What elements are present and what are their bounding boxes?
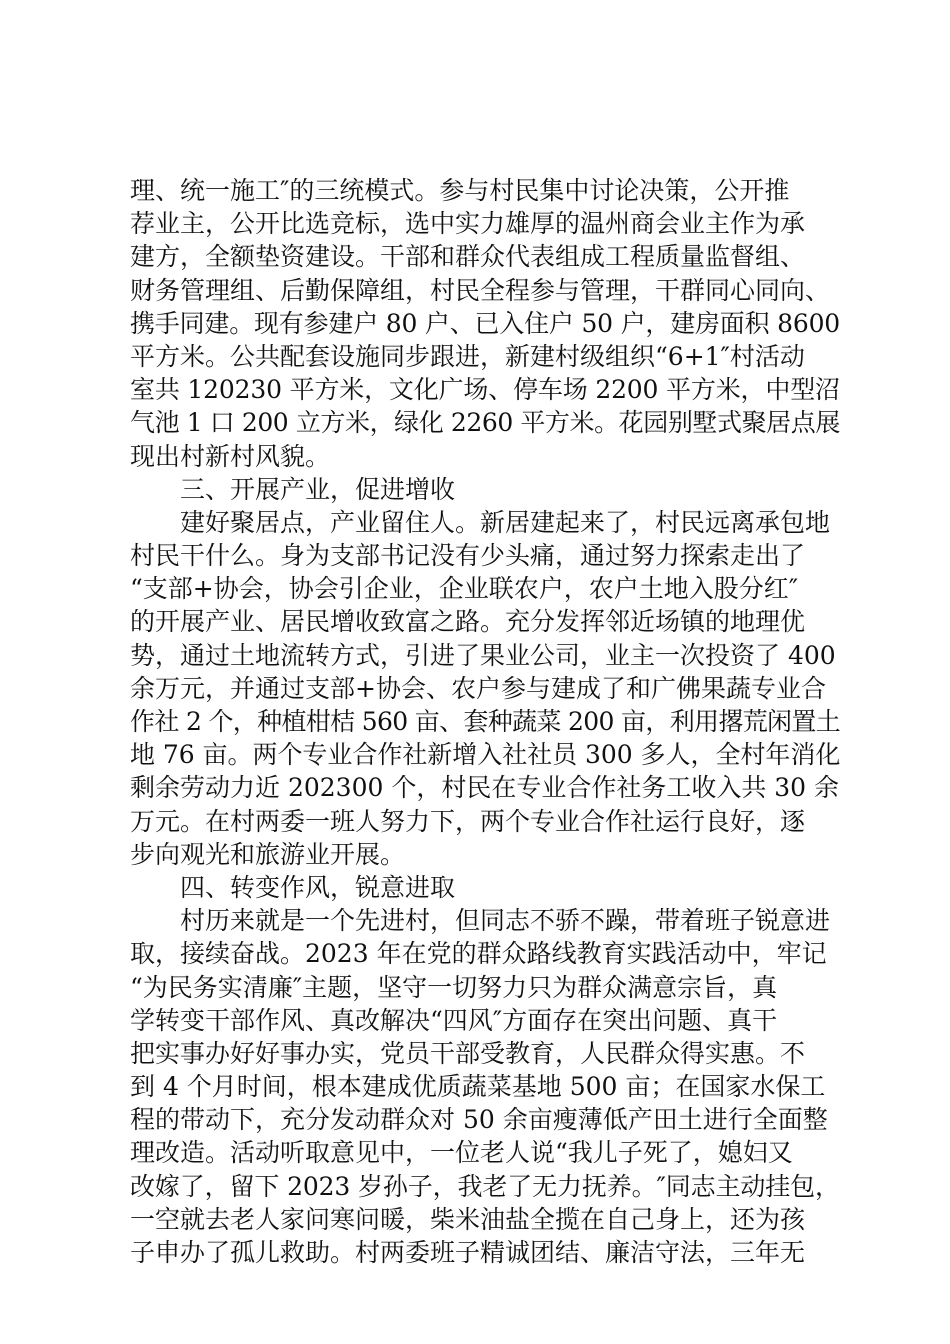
paragraph-line: 万元。在村两委一班人努力下，两个专业合作社运行良好，逐	[130, 806, 806, 836]
section-heading: 三、开展产业，促进增收	[180, 474, 456, 504]
paragraph-line: 作社 2 个，种植柑桔 560 亩、套种蔬菜 200 亩，利用撂荒闲置土	[130, 707, 841, 736]
paragraph-line: 理、统一施工″的三统模式。参与村民集中讨论决策，公开推	[130, 176, 790, 205]
paragraph-line: 子申办了孤儿救助。村两委班子精诚团结、廉洁守法，三年无	[130, 1238, 806, 1267]
paragraph-line: 余万元，并通过支部+协会、农户参与建成了和广佛果蔬专业合	[130, 673, 826, 703]
paragraph-line: 财务管理组、后勤保障组，村民全程参与管理，干群同心同向、	[130, 275, 831, 305]
paragraph-line: 室共 120230 平方米，文化广场、停车场 2200 平方米，中型沼	[130, 375, 840, 405]
paragraph-line: 气池 1 口 200 立方米，绿化 2260 平方米。花园别墅式聚居点展	[130, 408, 840, 438]
paragraph-line: 取，接续奋战。2023 年在党的群众路线教育实践活动中，牢记	[130, 939, 827, 969]
paragraph-line: 地 76 亩。两个专业合作社新增入社社员 300 多人，全村年消化	[130, 740, 841, 770]
paragraph-line: “支部+协会，协会引企业，企业联农户，农户土地入股分红″	[130, 574, 799, 604]
section-heading: 四、转变作风，锐意进取	[180, 872, 456, 902]
paragraph-line: 的开展产业、居民增收致富之路。充分发挥邻近场镇的地理优	[130, 607, 806, 637]
paragraph-line: “为民务实清廉″主题，坚守一切努力只为群众满意宗旨，真	[130, 972, 778, 1002]
paragraph-line: 携手同建。现有参建户 80 户、已入住户 50 户，建房面积 8600	[130, 308, 840, 338]
paragraph-line: 一空就去老人家问寒问暖，柴米油盐全揽在自己身上，还为孩	[130, 1204, 806, 1234]
paragraph-line: 程的带动下，充分发动群众对 50 余亩瘦薄低产田土进行全面整	[130, 1105, 828, 1135]
paragraph-line: 步向观光和旅游业开展。	[130, 839, 406, 869]
paragraph-line: 把实事办好好事办实，党员干部受教育，人民群众得实惠。不	[130, 1038, 806, 1068]
paragraph-line: 理改造。活动听取意见中，一位老人说“我儿子死了，媳妇又	[130, 1138, 793, 1168]
paragraph-line: 平方米。公共配套设施同步跟进，新建村级组织“6+1″村活动	[130, 341, 805, 371]
paragraph-line: 到 4 个月时间，根本建成优质蔬菜基地 500 亩；在国家水保工	[130, 1072, 826, 1102]
paragraph-line: 改嫁了，留下 2023 岁孙子，我老了无力抚养。″同志主动挂包，	[130, 1171, 840, 1201]
paragraph-line: 建好聚居点，产业留住人。新居建起来了，村民远离承包地	[180, 507, 831, 537]
paragraph-line: 建方，全额垫资建设。干部和群众代表组成工程质量监督组、	[130, 242, 806, 272]
paragraph-line: 现出村新村风貌。	[130, 441, 331, 471]
paragraph-line: 村民干什么。身为支部书记没有少头痛，通过努力探索走出了	[130, 541, 806, 571]
paragraph-line: 剩余劳动力近 202300 个，村民在专业合作社务工收入共 30 余	[130, 773, 840, 803]
document-page	[130, 174, 840, 1269]
paragraph-line: 学转变干部作风、真改解决“四风″方面存在突出问题、真干	[130, 1005, 778, 1035]
paragraph-line: 势，通过土地流转方式，引进了果业公司，业主一次投资了 400	[130, 640, 836, 670]
paragraph-line: 荐业主，公开比选竞标，选中实力雄厚的温州商会业主作为承	[130, 209, 806, 239]
paragraph-line: 村历来就是一个先进村，但同志不骄不躁，带着班子锐意进	[180, 906, 831, 936]
